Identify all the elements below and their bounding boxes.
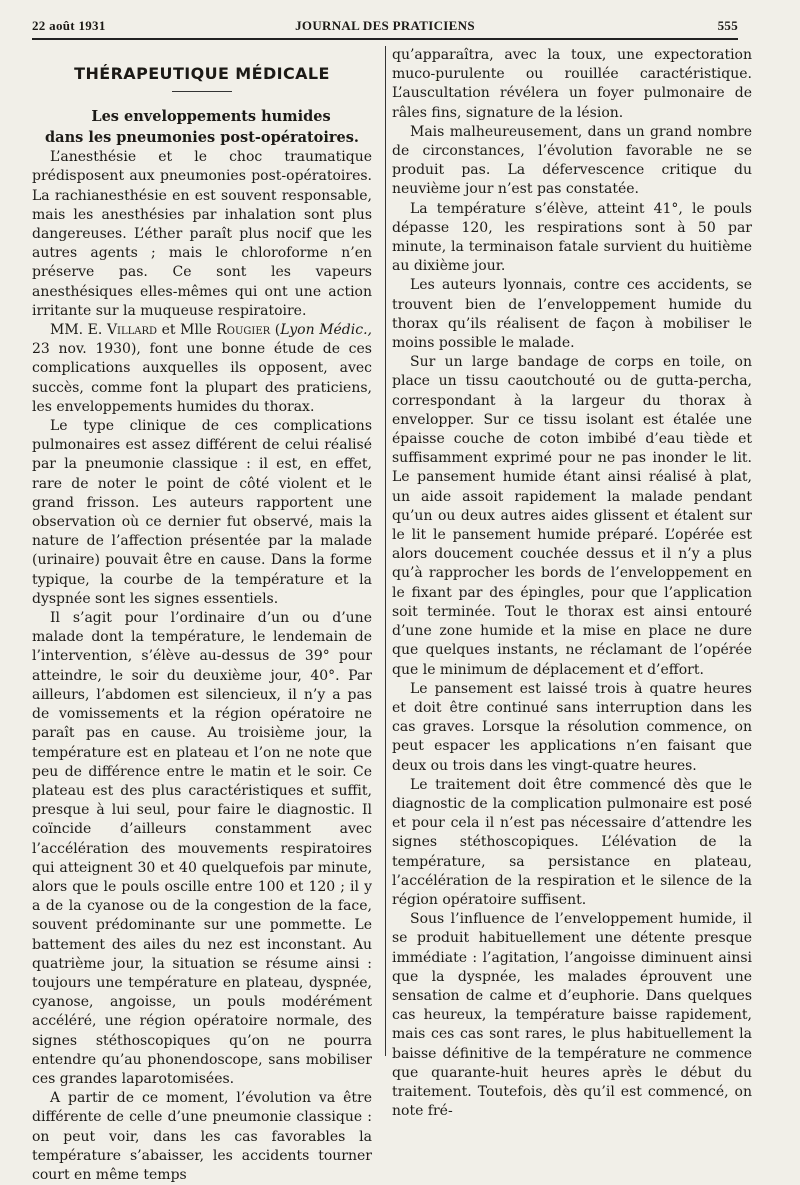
source-journal: Lyon Médic., xyxy=(280,322,372,339)
author-rougier: Rougier xyxy=(216,322,271,339)
paragraph: Mais malheureusement, dans un grand nombre de circonstances, l’évolution favorable ne se produit pas. La défervescence critique du neuvième jour n’est pas constatée. xyxy=(392,123,752,198)
page-number: 555 xyxy=(717,18,738,33)
left-column xyxy=(32,46,372,1185)
paragraph: Sur un large bandage de corps en toile, on place un tissu caoutchouté ou de gutta-percha, correspondant à la largeur du thorax à envelopper. Sur ce tissu isolant est étalée une épaisse couche de coton imbibé d’eau tiède et suffisamment exprimé pour ne pas inonder le lit. Le pansement humide étant ainsi réalisé à plat, un aide assoit rapidement la malade pendant qu’un ou deux autres aides glissent et étalent sur le lit le pansement humide préparé. L’opérée est alors doucement couchée dessus et il n’y a plus qu’à rapprocher les bords de l’enveloppement en le fixant par des épingles, pour que l’application soit terminée. Tout le thorax est ainsi entouré d’une zone humide et la mise en place ne dure que quelques instants, ne réclamant de l’opérée que le minimum de déplacement et d’effort. xyxy=(392,354,752,678)
header-rule xyxy=(32,38,738,40)
running-header xyxy=(32,18,738,38)
paragraph: Le pansement est laissé trois à quatre heures et doit être continué sans interruption dans les cas graves. Lorsque la résolution commence, on peut espacer les applications n’en faisant que deux ou trois dans les vingt-quatre heures. xyxy=(392,680,752,774)
paragraph: Le traitement doit être commencé dès que le diagnostic de la complication pulmonaire est posé et pour cela il n’est pas nécessaire d’attendre les signes stéthoscopiques. L’élévation de la température, sa persistance en plateau, l’accélération de la respiration et le silence de la région opératoire suffisent. xyxy=(392,776,752,908)
issue-date: 22 août 1931 xyxy=(32,18,106,33)
paragraph-citation: MM. E. Villard et Mlle Rougier (Lyon Médic., 23 nov. 1930), font une bonne étude de ces complications auxquelles ils opposent, avec succès, comme font la plupart des praticiens, les enveloppements humides du thorax. xyxy=(32,322,372,415)
paragraph: qu’apparaîtra, avec la toux, une expectoration muco-purulente ou rouillée caractéristique. L’auscultation révélera un foyer pulmonaire de râles fins, signature de la lésion. xyxy=(392,47,752,121)
paragraph: A partir de ce moment, l’évolution va être différente de celle d’une pneumonie classique : on peut voir, dans les cas favorables la température s’abaisser, les accidents tourner court en même temps xyxy=(32,1090,372,1183)
paragraph: Il s’agit pour l’ordinaire d’un ou d’une malade dont la température, le lendemain de l’intervention, s’élève au-dessus de 39° pour atteindre, le soir du deuxième jour, 40°. Par ailleurs, l’abdomen est silencieux, il n’y a pas de vomissements et la région opératoire ne paraît pas en cause. Au troisième jour, la température est en plateau et l’on ne note que peu de différence entre le matin et le soir. Ce plateau est des plus caractéristiques et suffit, presque à lui seul, pour faire le diagnostic. Il coïncide d’ailleurs constamment avec l’accélération des mouvements respiratoires qui atteignent 30 et 40 quelquefois par minute, alors que le pouls oscille entre 100 et 120 ; il y a de la cyanose ou de la congestion de la face, souvent prédominante sur une pommette. Le battement des ailes du nez est inconstant. Au quatrième jour, la situation se résume ainsi : toujours une température en plateau, dyspnée, cyanose, angoisse, un pouls modérément accéléré, une région opératoire normale, des signes stéthoscopiques qu’on ne pourra entendre qu’au phonendoscope, sans mobiliser ces grandes laparotomisées. xyxy=(32,610,372,1087)
article-title xyxy=(32,106,372,148)
paragraph: Sous l’influence de l’enveloppement humide, il se produit habituellement une détente presque immédiate : l’agitation, l’angoisse diminuent ainsi que la dyspnée, les malades éprouvent une sensation de calme et d’euphorie. Dans quelques cas heureux, la température baisse rapidement, mais ces cas sont rares, le plus habituellement la baisse définitive de la température ne commence que quarante-huit heures après le début du traitement. Toutefois, dès qu’il est commencé, on note fré- xyxy=(392,911,752,1120)
journal-title: JOURNAL DES PRATICIENS xyxy=(295,18,475,33)
section-rule xyxy=(172,91,232,92)
section-title: THÉRAPEUTIQUE MÉDICALE xyxy=(74,64,330,83)
paragraph: Les auteurs lyonnais, contre ces accidents, se trouvent bien de l’enveloppement humide du thorax qu’ils réalisent de façon à mobiliser le moins possible le malade. xyxy=(392,277,752,352)
paragraph: L’anesthésie et le choc traumatique prédisposent aux pneumonies post-opératoires. La rachianesthésie en est souvent responsable, mais les anesthésies par inhalation sont plus dangereuses. L’éther paraît plus nocif que les autres agents ; mais le chloroforme n’en préserve pas. Ce sont les vapeurs anesthésiques elles-mêmes qui ont une action irritante sur la muqueuse respiratoire. xyxy=(32,149,372,319)
paragraph: La température s’élève, atteint 41°, le pouls dépasse 120, les respirations sont à 50 par minute, la terminaison fatale survient du huitième au dixième jour. xyxy=(392,200,752,275)
author-villard: Villard xyxy=(106,322,158,339)
paragraph: Le type clinique de ces complications pulmonaires est assez différent de celui réalisé par la pneumonie classique : il est, en effet, rare de noter le point de côté violent et le grand frisson. Les auteurs rapportent une observation où ce dernier fut observé, mais la nature de l’affection présentée par la malade (urinaire) pouvait être en cause. Dans la forme typique, la courbe de la température et la dyspnée sont les signes essentiels. xyxy=(32,418,372,607)
column-divider xyxy=(385,46,386,1056)
article-title-line1: Les enveloppements humides xyxy=(91,108,331,126)
right-column xyxy=(392,46,752,1121)
article-title-line2: dans les pneumonies post-opératoires. xyxy=(45,129,359,147)
